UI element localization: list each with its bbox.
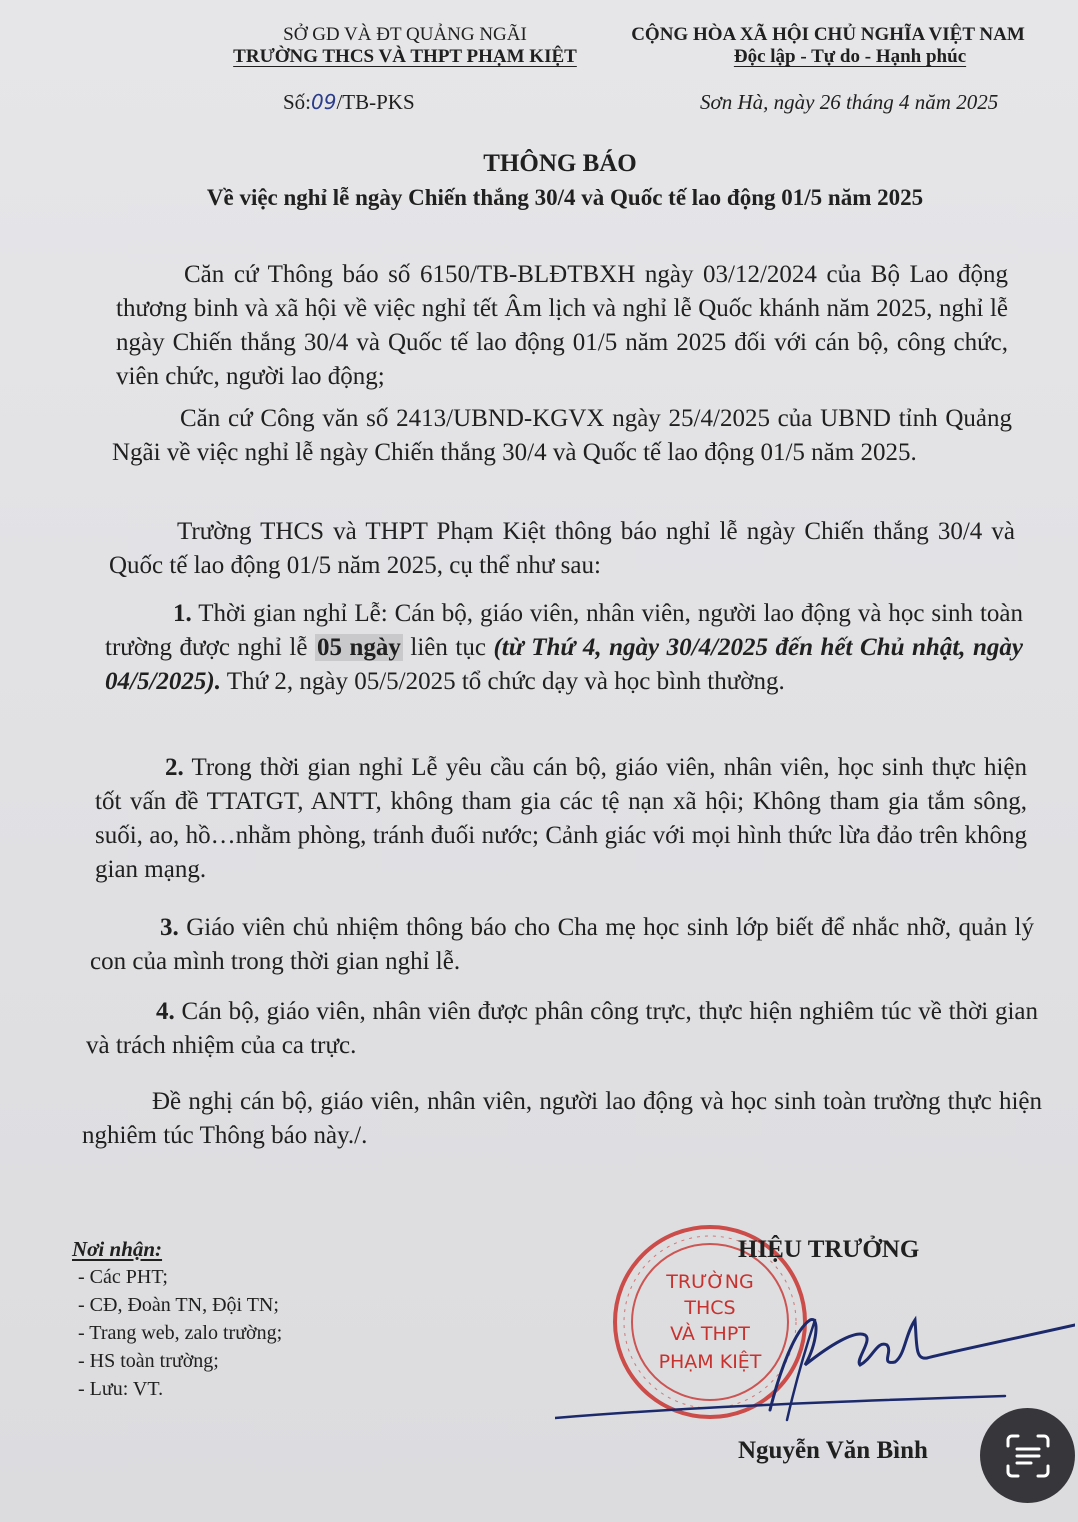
paragraph-intro: Trường THCS và THPT Phạm Kiệt thông báo nghỉ lễ ngày Chiến thắng 30/4 và Quốc tế lao động 01/5 năm 2025, cụ thể như sau: bbox=[109, 518, 1015, 579]
document-number bbox=[283, 90, 415, 115]
closing-paragraph: Đề nghị cán bộ, giáo viên, nhân viên, người lao động và học sinh toàn trường thực hiện nghiêm túc Thông báo này./. bbox=[82, 1088, 1042, 1149]
item-4 bbox=[86, 995, 1038, 1063]
item-4-number: 4. bbox=[156, 998, 175, 1025]
number-prefix: Số: bbox=[283, 90, 312, 114]
stamp-line-2: THCS bbox=[684, 1297, 736, 1319]
item-1-number: 1. bbox=[173, 600, 192, 627]
item-4-text: Cán bộ, giáo viên, nhân viên được phân công trực, thực hiện nghiêm túc về thời gian và trách nhiệm của ca trực. bbox=[86, 998, 1039, 1059]
item-1-text-b: liên tục bbox=[410, 634, 486, 661]
document-subtitle: Về việc nghỉ lễ ngày Chiến thắng 30/4 và Quốc tế lao động 01/5 năm 2025 bbox=[206, 185, 924, 210]
recipient-item: - HS toàn trường; bbox=[78, 1350, 219, 1372]
school-name-text: TRƯỜNG THCS VÀ THPT PHẠM KIỆT bbox=[233, 46, 577, 67]
country-name: CỘNG HÒA XÃ HỘI CHỦ NGHĨA VIỆT NAM bbox=[631, 24, 1025, 45]
item-2 bbox=[95, 751, 1027, 887]
stamp-line-4: PHẠM KIỆT bbox=[658, 1351, 762, 1373]
recipient-item: - Các PHT; bbox=[78, 1266, 168, 1288]
recipient-item: - Lưu: VT. bbox=[78, 1378, 164, 1400]
number-handwritten: 09 bbox=[311, 90, 337, 114]
number-suffix: /TB-PKS bbox=[336, 90, 415, 114]
item-1-date-range: (từ Thứ 4, ngày 30/4/2025 đến hết Chủ nhật, ngày 04/5/2025). bbox=[105, 634, 1024, 695]
stamp-line-3: VÀ THPT bbox=[670, 1323, 750, 1345]
highlight-05-days: 05 ngày bbox=[316, 634, 401, 661]
item-1 bbox=[105, 597, 1023, 699]
paragraph-basis-2: Căn cứ Công văn số 2413/UBND-KGVX ngày 25/4/2025 của UBND tỉnh Quảng Ngãi về việc nghỉ lễ ngày Chiến thắng 30/4 và Quốc tế lao động 01/5 năm 2025. bbox=[112, 405, 1012, 466]
document-title: THÔNG BÁO bbox=[483, 150, 637, 177]
signer-name: Nguyễn Văn Bình bbox=[738, 1437, 928, 1464]
motto-text: Độc lập - Tự do - Hạnh phúc bbox=[733, 46, 967, 67]
text-scan-icon bbox=[1002, 1430, 1054, 1482]
motto bbox=[660, 46, 1040, 68]
signer-title: HIỆU TRƯỞNG bbox=[738, 1236, 920, 1263]
place-date: Sơn Hà, ngày 26 tháng 4 năm 2025 bbox=[700, 90, 999, 114]
recipient-item: - CĐ, Đoàn TN, Đội TN; bbox=[78, 1294, 279, 1316]
item-1-text-a: Thời gian nghỉ Lễ: Cán bộ, giáo viên, nhân viên, người lao động và học sinh toàn trường được nghỉ lễ bbox=[105, 600, 1023, 661]
item-1-text-c: Thứ 2, ngày 05/5/2025 tổ chức dạy và học bình thường. bbox=[226, 668, 785, 695]
stamp-line-1: TRƯỜNG bbox=[666, 1271, 754, 1293]
paragraph-basis-1: Căn cứ Thông báo số 6150/TB-BLĐTBXH ngày 03/12/2024 của Bộ Lao động thương binh và xã hội về việc nghỉ tết Âm lịch và nghỉ lễ Quốc khánh năm 2025, nghỉ lễ ngày Chiến thắng 30/4 và Quốc tế lao động 01/5 năm 2025 đối với cán bộ, công chức, viên chức, người lao động; bbox=[116, 261, 1008, 390]
item-3 bbox=[90, 911, 1034, 979]
recipients-title: Nơi nhận: bbox=[72, 1237, 163, 1261]
item-2-number: 2. bbox=[165, 754, 184, 781]
school-name bbox=[205, 46, 605, 68]
item-3-text: Giáo viên chủ nhiệm thông báo cho Cha mẹ học sinh lớp biết để nhắc nhỡ, quản lý con của mình trong thời gian nghỉ lễ. bbox=[90, 914, 1034, 975]
recipients-block bbox=[72, 1235, 282, 1403]
item-2-text: Trong thời gian nghỉ Lễ yêu cầu cán bộ, giáo viên, nhân viên, học sinh thực hiện tốt vấn đề TTATGT, ANTT, không tham gia các tệ nạn xã hội; Không tham gia tắm sông, suối, ao, hồ…nhằm phòng, tránh đuối nước; Cảnh giác với mọi hình thức lừa đảo trên không gian mạng. bbox=[95, 754, 1027, 883]
agency-name: SỞ GD VÀ ĐT QUẢNG NGÃI bbox=[283, 24, 527, 45]
item-3-number: 3. bbox=[160, 914, 179, 941]
recipient-item: - Trang web, zalo trường; bbox=[78, 1322, 283, 1344]
text-scan-button[interactable] bbox=[980, 1408, 1075, 1503]
